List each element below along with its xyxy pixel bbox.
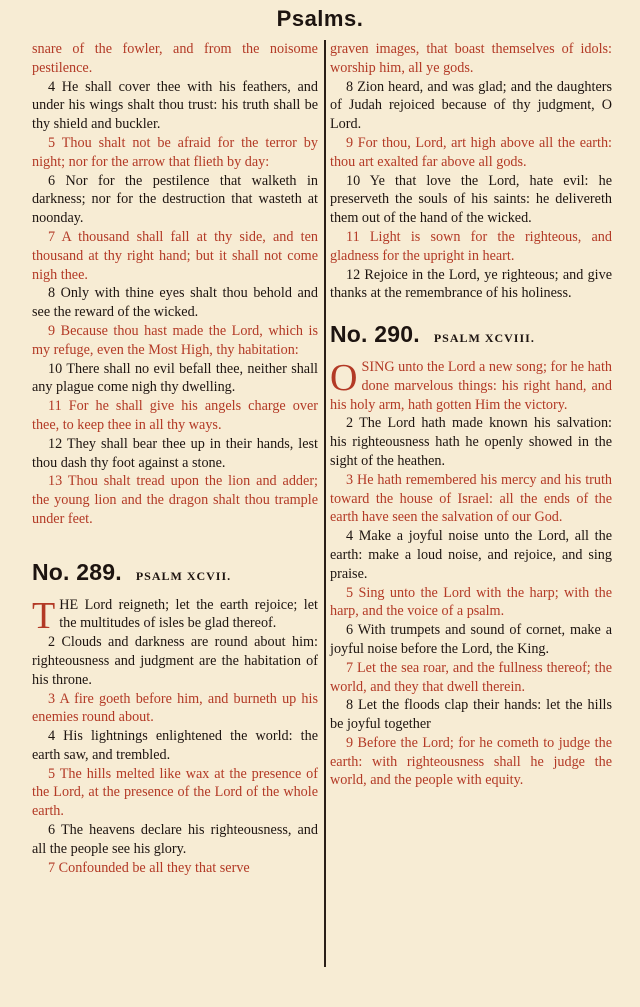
- drop-cap: T: [32, 594, 56, 637]
- verse: 9 Before the Lord; for he cometh to judge the earth: with righteousness shall he judge the world, and the people with equity.: [330, 734, 612, 789]
- verse: 6 The heavens declare his righteousness, and all the people see his glory.: [32, 822, 318, 857]
- page-title: Psalms.: [276, 6, 364, 31]
- verse: 11 Light is sown for the righteous, and gladness for the upright in heart.: [330, 228, 612, 264]
- first-verse-text: unto the Lord a new song; for he hath done marvelous things: his right hand, and his holy arm, hath gotten Him the victory.: [330, 358, 612, 413]
- verse: 13 Thou shalt tread upon the lion and adder; the young lion and the dragon shalt thou trample under feet.: [32, 473, 318, 527]
- verse: 5 Thou shalt not be afraid for the terror by night; nor for the arrow that flieth by day:: [32, 134, 318, 170]
- verse: 5 The hills melted like wax at the presence of the Lord, at the presence of the Lord of the whole earth.: [32, 765, 318, 820]
- first-verse: [330, 358, 612, 414]
- verse: 6 With trumpets and sound of cornet, make a joyful noise before the Lord, the King.: [330, 622, 612, 657]
- verse: 12 Rejoice in the Lord, ye righteous; and give thanks at the remembrance of his holiness.: [330, 266, 612, 302]
- verse: 8 Let the floods clap their hands: let the hills be joyful together: [330, 697, 612, 733]
- verse: 2 Clouds and darkness are round about him: righteousness and judgment are the habitation of his throne.: [32, 634, 318, 688]
- verse: 6 Nor for the pestilence that walketh in darkness; nor for the destruction that wasteth at noonday.: [32, 172, 318, 227]
- verse: 5 Sing unto the Lord with the harp; with the harp, and the voice of a psalm.: [330, 584, 612, 620]
- psalm-reference: PSALM XCVII.: [135, 568, 232, 583]
- psalm-289-heading: [32, 558, 318, 586]
- verse: 9 Because thou hast made the Lord, which is my refuge, even the Most High, thy habitation:: [32, 322, 318, 358]
- verse: 3 He hath remembered his mercy and his truth toward the house of Israel: all the ends of the earth have seen the salvation of our God.: [330, 471, 612, 526]
- verse: 8 Only with thine eyes shalt thou behold and see the reward of the wicked.: [32, 285, 318, 321]
- first-verse: [32, 594, 318, 637]
- verse: 10 There shall no evil befall thee, neither shall any plague come nigh thy dwelling.: [32, 360, 318, 396]
- first-word: SING: [361, 358, 395, 375]
- verse: 10 Ye that love the Lord, hate evil: he preserveth the souls of his saints: he delivereth them out of the hand of the wicked.: [330, 172, 612, 227]
- left-column: [32, 40, 318, 877]
- psalm-reference: PSALM XCVIII.: [433, 331, 535, 346]
- verse: 7 Let the sea roar, and the fullness thereof; the world, and they that dwell therein.: [330, 659, 612, 695]
- drop-cap: O: [330, 356, 358, 399]
- verse: 4 He shall cover thee with his feathers, and under his wings shalt thou trust: his truth shall be thy shield and buckler.: [32, 78, 318, 133]
- psalm-290-heading: [330, 321, 612, 348]
- verse: 7 A thousand shall fall at thy side, and ten thousand at thy right hand; but it shall not come nigh thee.: [32, 228, 318, 283]
- right-column: [330, 40, 612, 790]
- verse: 7 Confounded be all they that serve: [48, 859, 250, 876]
- verse: 8 Zion heard, and was glad; and the daughters of Judah rejoiced because of thy judgment, O Lord.: [330, 78, 612, 133]
- verse: 9 For thou, Lord, art high above all the earth: thou art exalted far above all gods.: [330, 134, 612, 170]
- verse: 3 A fire goeth before him, and burneth up his enemies round about.: [32, 690, 318, 726]
- first-word: HE: [59, 596, 79, 613]
- first-verse-text: Lord reigneth; let the earth rejoice; let the multitudes of isles be glad thereof.: [59, 596, 318, 632]
- hymn-number: No. 290.: [330, 321, 420, 348]
- hymn-number: No. 289.: [32, 558, 122, 585]
- column-divider: [324, 40, 326, 967]
- verse: 2 The Lord hath made known his salvation: his righteousness hath he openly showed in the sight of the heathen.: [330, 415, 612, 469]
- verse: 4 His lightnings enlightened the world: the earth saw, and trembled.: [32, 728, 318, 763]
- verse: snare of the fowler, and from the noisome pestilence.: [32, 41, 318, 76]
- verse: graven images, that boast themselves of idols: worship him, all ye gods.: [330, 41, 612, 76]
- verse: 11 For he shall give his angels charge over thee, to keep thee in all thy ways.: [32, 398, 318, 433]
- verse: 4 Make a joyful noise unto the Lord, all the earth: make a loud noise, and rejoice, and sing praise.: [330, 528, 612, 582]
- verse: 12 They shall bear thee up in their hands, lest thou dash thy foot against a stone.: [32, 435, 318, 471]
